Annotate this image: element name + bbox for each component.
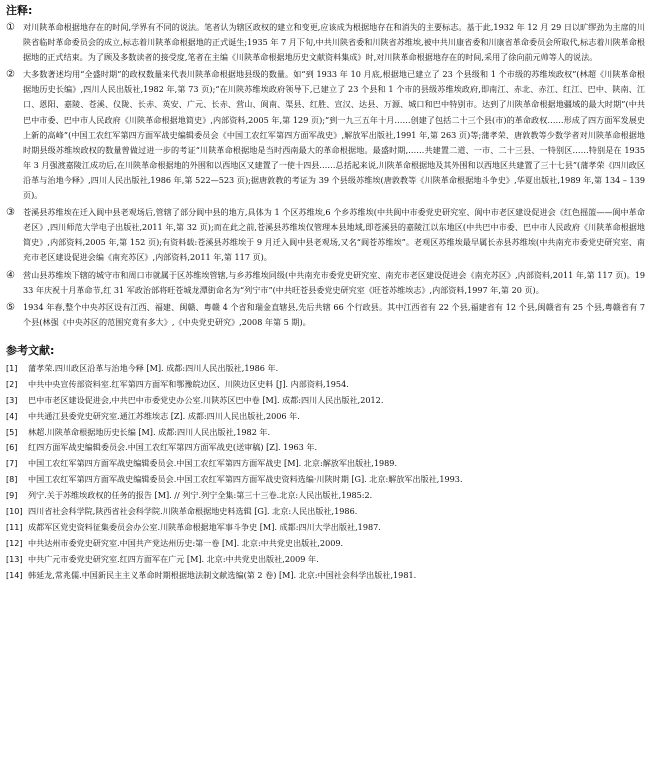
- note-item: [6, 67, 645, 203]
- reference-text: 列宁.关于苏维埃政权的任务的报告 [M]. // 列宁.列宁全集:第三十三卷.北京:人民出版社,1985:2.: [28, 490, 373, 501]
- reference-item: [6, 504, 645, 520]
- reference-text: 中共中央宣传部资料室.红军第四方面军和鄂豫皖边区、川陕边区史料 [J]. 内部资料,1954.: [28, 378, 349, 389]
- reference-marker: [13]: [6, 553, 23, 564]
- references-list: [6, 361, 645, 584]
- reference-marker: [1]: [6, 362, 18, 373]
- note-marker: ②: [6, 69, 15, 81]
- reference-item: [6, 377, 645, 393]
- reference-marker: [7]: [6, 458, 18, 469]
- notes-list: [6, 20, 645, 330]
- reference-marker: [2]: [6, 378, 18, 389]
- reference-text: 林超.川陕革命根据地历史长编 [M]. 成都:四川人民出版社,1982 年.: [28, 426, 271, 437]
- reference-marker: [11]: [6, 521, 23, 532]
- references-heading: 参考文献:: [6, 343, 55, 357]
- reference-item: [6, 361, 645, 377]
- note-item: [6, 205, 645, 265]
- reference-item: [6, 425, 645, 441]
- reference-text: 中国工农红军第四方面军战史编辑委员会.中国工农红军第四方面军战史资料选编·川陕时期 [G]. 北京:解放军出版社,1993.: [28, 474, 463, 485]
- reference-marker: [9]: [6, 490, 18, 501]
- reference-text: 中共广元市委党史研究室.红四方面军在广元 [M]. 北京:中共党史出版社,2009 年.: [28, 553, 319, 564]
- note-item: [6, 20, 645, 65]
- reference-marker: [5]: [6, 426, 18, 437]
- reference-marker: [14]: [6, 569, 23, 580]
- note-text: 大多数著述均用“全盛时期”的政权数量来代表川陕革命根据地县级的数量。如“到 1933 年 10 月底,根据地已建立了 23 个县级和 1 个市级的苏维埃政权”(林超《川陕革命根据地历史长编》,四川人民出版社,1982 年,第 73 页);“在川陕苏维埃政府领导下,已建立了 23 个县和 1 个市的县级苏维埃政府,即南江、赤北、赤江、红江、巴中、陕南、江口、恩阳、嘉陵、苍溪、仪陇、长赤、英安、广元、长赤、营山、阆南、渠县、红胜、宣汉、达县、万源、城口和巴中特别市。达到了川陕革命根据地疆域的最大时期”(中共巴中市委、巴中市人民政府《川陕革命根据地简史》,内部资料,2005 年,第 129 页);“到一九三五年十月……创建了包括二十三个县(市)的革命政权……形成了四方面军发展史上新的高峰”(中国工农红军第四方面军战史编辑委员会《中国工农红军第四方面军战史》,解放军出版社,1991 年,第 263 页)等;蒲孝荣、唐敦教等少数学者对川陕革命根据地时期县级苏维埃政权的数量曾做过进一步的考证“川陕革命根据地是当时西南最大的革命根据地。最盛时期,……共建置二道、一市、二十三县、一特别区……特别是在 1935 年 3 月强渡嘉陵江成功后,在川陕革命根据地的外围和以西地区又建置了一使十四县……总括起来说,川陕革命根据地及其外围和以西地区共建置了三十七县”(蒲孝荣《四川政区沿革与治地今释》,四川人民出版社,1986 年,第 522—523 页);据唐敦教的考证为 39 个县级苏维埃(唐敦教等《川陕革命根据地斗争史》,华夏出版社,1989 年,第 134 – 139 页)。: [23, 69, 645, 201]
- reference-item: [6, 568, 645, 584]
- note-marker: ①: [6, 22, 15, 33]
- reference-text: 中共达州市委党史研究室.中国共产党达州历史:第一卷 [M]. 北京:中共党史出版社,2009.: [28, 537, 344, 548]
- note-text: 对川陕革命根据地存在的时间,学界有不同的说法。笔者认为辖区政权的建立和变更,应该成为根据地存在和消失的主要标志。基于此,1932 年 12 月 29 日以旷缪劲为主席的川陕省临时革命委员会的成立,标志着川陕革命根据地的正式诞生;1935 年 7 月下旬,中共川陕省委和川陕省苏维埃,被中共川康省委和川康省革命委员会所取代,标志着川陕革命根据地的正式结束。为了顾及多数读者的接受度,笔者在主编《川陕革命根据地历史文献资料集成》时,对川陕革命根据地存在的时间,采用了徐向前元帅等人的说法。: [23, 22, 645, 63]
- reference-text: 巴中市老区建设促进会,中共巴中市委党史办公室.川陕苏区巴中卷 [M]. 成都:四川人民出版社,2012.: [28, 394, 384, 405]
- reference-item: [6, 456, 645, 472]
- note-item: [6, 268, 645, 298]
- reference-text: 成都军区党史资料征集委员会办公室.川陕革命根据地军事斗争史 [M]. 成都:四川大学出版社,1987.: [28, 521, 381, 532]
- reference-text: 韩延龙,常兆儒.中国新民主主义革命时期根据地法制文献选编(第 2 卷) [M]. 北京:中国社会科学出版社,1981.: [28, 569, 417, 580]
- reference-text: 中共通江县委党史研究室.通江苏维埃志 [Z]. 成都:四川人民出版社,2006 年.: [28, 410, 300, 421]
- reference-item: [6, 393, 645, 409]
- reference-marker: [12]: [6, 537, 23, 548]
- reference-item: [6, 472, 645, 488]
- note-text: 苍溪县苏维埃在迁入阆中县老观场后,管辖了部分阆中县的地方,具体为 1 个区苏维埃,6 个乡苏维埃(中共阆中市委党史研究室、阆中市老区建设促进会《红色摇篮——阆中革命老区》,四川师范大学电子出版社,2011 年,第 32 页);而在此之前,苍溪县苏维埃仅管理本县地域,即苍溪县的嘉陵江以东地区(中共巴中市委、巴中市人民政府《川陕革命根据地简史》,内部资料,2005 年,第 152 页);有资料载:苍溪县苏维埃于 9 月迁入阆中县老观场,又名“阆苍苏维埃”。老观区苏维埃最早属长赤县苏维埃(中共南充市委党史研究室、南充市老区建设促进会编《南充苏区》,内部资料,2011 年,第 117 页)。: [23, 207, 645, 263]
- reference-item: [6, 488, 645, 504]
- note-text: 1934 年春,整个中央苏区设有江西、福建、闽赣、粤赣 4 个省和瑞金直辖县,先后共辖 66 个行政县。其中江西省有 22 个县,福建省有 12 个县,闽赣省有 25 个县,粤赣省有 7 个县(林强《中央苏区的范围究竟有多大》,《中央党史研究》,2008 年第 5 期)。: [23, 301, 645, 327]
- reference-text: 中国工农红军第四方面军战史编辑委员会.中国工农红军第四方面军战史 [M]. 北京:解放军出版社,1989.: [28, 458, 398, 469]
- reference-item: [6, 520, 645, 536]
- reference-text: 蒲孝荣.四川政区沿革与治地今释 [M]. 成都:四川人民出版社,1986 年.: [28, 362, 279, 373]
- note-item: [6, 300, 645, 330]
- reference-item: [6, 440, 645, 456]
- notes-heading: 注释:: [6, 4, 33, 17]
- reference-marker: [4]: [6, 410, 18, 421]
- reference-item: [6, 536, 645, 552]
- note-text: 营山县苏维埃下辖的城守市和周口市就属于区苏维埃管辖,与乡苏维埃同级(中共南充市委党史研究室、南充市老区建设促进会《南充苏区》,内部资料,2011 年,第 117 页)。1933 年庆祝十月革命节,红 31 军政治部将旺苍城龙潭街命名为“列宁市”(中共旺苍县委党史研究室《旺苍苏维埃志》,内部资料,1997 年,第 20 页)。: [23, 269, 645, 295]
- reference-marker: [8]: [6, 474, 18, 485]
- note-marker: ④: [6, 269, 15, 281]
- reference-item: [6, 409, 645, 425]
- paper-page: [6, 3, 645, 584]
- note-marker: ③: [6, 207, 15, 219]
- reference-marker: [10]: [6, 506, 23, 517]
- reference-text: 四川省社会科学院,陕西省社会科学院.川陕革命根据地史料选辑 [G]. 北京:人民出版社,1986.: [28, 506, 358, 517]
- reference-marker: [3]: [6, 394, 18, 405]
- reference-text: 红四方面军战史编辑委员会.中国工农红军第四方面军战史(送审稿) [Z]. 1963 年.: [28, 442, 318, 453]
- reference-marker: [6]: [6, 442, 18, 453]
- reference-item: [6, 552, 645, 568]
- note-marker: ⑤: [6, 301, 15, 313]
